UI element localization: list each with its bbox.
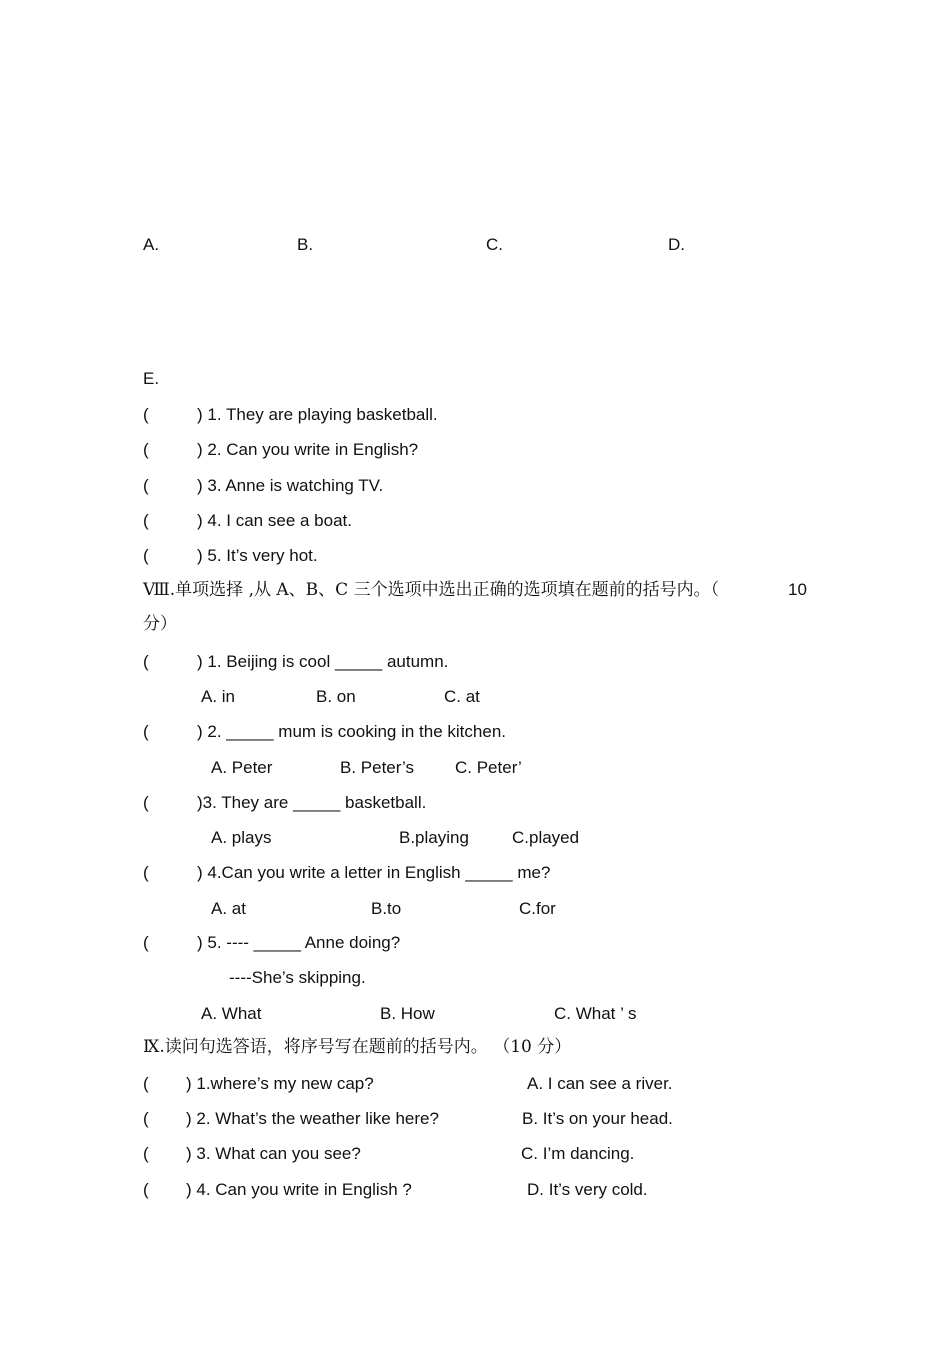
option: B. Peter’s — [340, 758, 415, 777]
answer-paren: ( — [143, 933, 149, 952]
question-text: ) 4. Can you write in English ? — [186, 1180, 412, 1199]
answer-paren: ( — [143, 793, 149, 812]
question-text: ) 1. Beijing is cool _____ autumn. — [197, 652, 449, 671]
option: C. Peter’ — [455, 758, 522, 777]
option: B. How — [380, 1004, 435, 1023]
answer-paren: ( — [143, 440, 149, 459]
answer-paren: ( — [143, 476, 149, 495]
list-item: ) 5. It’s very hot. — [197, 546, 318, 565]
question-text: ) 2. _____ mum is cooking in the kitchen. — [197, 722, 506, 741]
list-item: ) 2. Can you write in English? — [197, 440, 419, 459]
list-item: ) 4. I can see a boat. — [197, 511, 352, 530]
section-9-heading: Ⅸ.读问句选答语，将序号写在题前的括号内。 （10 分） — [143, 1037, 572, 1057]
answer-option: D. It’s very cold. — [527, 1180, 648, 1199]
section-8-heading: Ⅷ.单项选择 ,从 A、B、C 三个选项中选出正确的选项填在题前的括号内。（ — [143, 580, 720, 600]
answer-paren: ( — [143, 722, 149, 741]
answer-line: ----She’s skipping. — [229, 968, 366, 987]
option: B.playing — [399, 828, 469, 847]
option: C. What ’ s — [554, 1004, 637, 1023]
option: B.to — [371, 899, 402, 918]
option: B. on — [316, 687, 356, 706]
question-text: ) 3. What can you see? — [186, 1144, 361, 1163]
question-text: )3. They are _____ basketball. — [197, 793, 427, 812]
answer-option: A. I can see a river. — [527, 1074, 673, 1093]
option: A. Peter — [211, 758, 273, 777]
question-text: ) 1.where’s my new cap? — [186, 1074, 374, 1093]
option: C. at — [444, 687, 480, 706]
section-8-heading-cont: 分） — [143, 614, 177, 634]
answer-option: C. I’m dancing. — [521, 1144, 635, 1163]
option: C.for — [519, 899, 556, 918]
option: A. in — [201, 687, 236, 706]
answer-paren: ( — [143, 1180, 149, 1199]
answer-paren: ( — [143, 863, 149, 882]
picture-label-c: C. — [486, 235, 503, 254]
answer-paren: ( — [143, 511, 149, 530]
picture-label-b: B. — [297, 235, 314, 254]
option: A. at — [211, 899, 246, 918]
question-text: ) 4.Can you write a letter in English _____ me? — [197, 863, 551, 882]
picture-label-e: E. — [143, 369, 160, 388]
answer-option: B. It’s on your head. — [522, 1109, 673, 1128]
question-text: ) 2. What’s the weather like here? — [186, 1109, 439, 1128]
answer-paren: ( — [143, 1109, 149, 1128]
option: C.played — [512, 828, 580, 847]
question-text: ) 5. ---- _____ Anne doing? — [197, 933, 401, 952]
answer-paren: ( — [143, 405, 149, 424]
section-8-score: 10 — [788, 580, 807, 599]
option: A. plays — [211, 828, 272, 847]
picture-label-d: D. — [668, 235, 685, 254]
answer-paren: ( — [143, 546, 149, 565]
list-item: ) 3. Anne is watching TV. — [197, 476, 384, 495]
picture-label-a: A. — [143, 235, 160, 254]
option: A. What — [201, 1004, 262, 1023]
list-item: ) 1. They are playing basketball. — [197, 405, 438, 424]
answer-paren: ( — [143, 1074, 149, 1093]
answer-paren: ( — [143, 652, 149, 671]
answer-paren: ( — [143, 1144, 149, 1163]
